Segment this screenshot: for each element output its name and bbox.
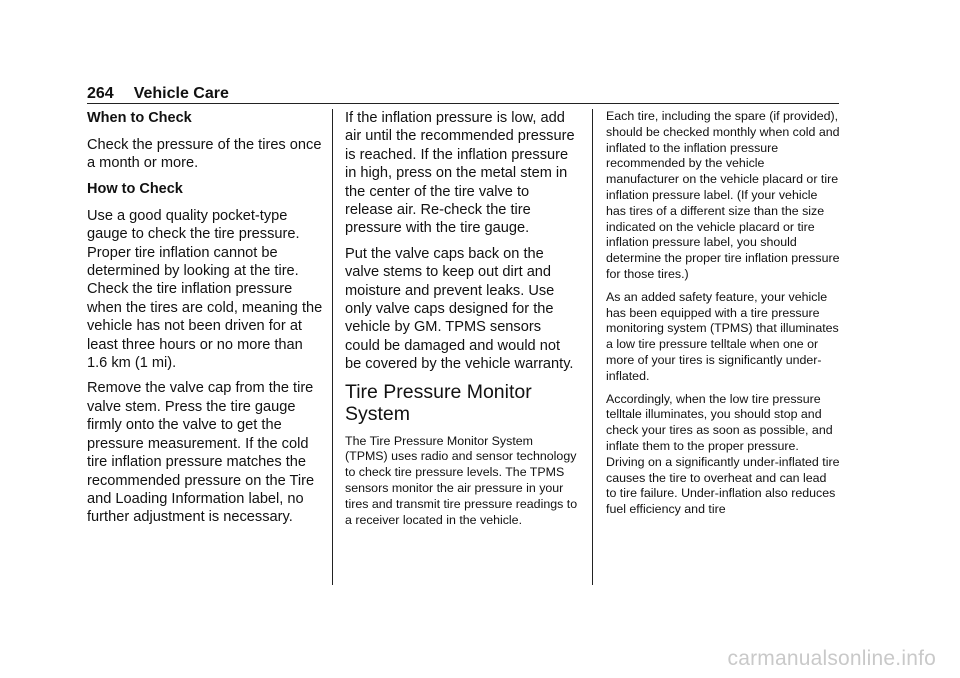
page-number: 264	[87, 85, 114, 102]
when-to-check-paragraph: Check the pressure of the tires once a month or more.	[87, 137, 322, 172]
watermark-text: carmanualsonline.info	[727, 647, 936, 670]
tpms-intro-paragraph: The Tire Pressure Monitor System (TPMS) uses radio and sensor technology to check tire pressure levels. The TPMS sensors monitor the air pressure in your tires and transmit tire pressure readings to a receiver located in the vehicle.	[345, 433, 578, 527]
section-title-header: Vehicle Care	[133, 85, 229, 102]
when-to-check-heading: When to Check	[87, 110, 192, 126]
safety-feature-paragraph: As an added safety feature, your vehicle has been equipped with a tire pressure monitoring system (TPMS) that illuminates a low tire pressure telltale when one or more of your tires is significantly under-inflated.	[606, 289, 839, 383]
low-pressure-paragraph: If the inflation pressure is low, add air until the recommended pressure is reached. If the inflation pressure in high, press on the metal stem in the center of the tire valve to release air. Re-check the tire pressure with the tire gauge.	[345, 110, 575, 237]
how-to-check-heading: How to Check	[87, 180, 183, 197]
column-3	[606, 109, 840, 525]
column-1	[87, 109, 323, 534]
tpms-section-title: Tire Pressure Monitor System	[345, 380, 532, 425]
how-to-check-paragraph: Use a good quality pocket-type gauge to check the tire pressure. Proper tire inflation cannot be determined by looking at the tire. Check the tire inflation pressure when the tires are cold, meaning the vehicle has not been driven for at least three hours or no more than 1.6 km (1 mi).	[87, 207, 323, 372]
page-header	[87, 84, 839, 104]
each-tire-paragraph: Each tire, including the spare (if provided), should be checked monthly when cold and inflated to the inflation pressure recommended by the vehicle manufacturer on the vehicle placard or tire inflation pressure label. (If your vehicle has tires of a different size than the size indicated on the vehicle placard or tire inflation pressure label, you should determine the proper tire inflation pressure for those tires.)	[606, 109, 840, 281]
valve-caps-paragraph: Put the valve caps back on the valve stems to keep out dirt and moisture and prevent leaks. Use only valve caps designed for the vehicle by GM. TPMS sensors could be damaged and would not be covered by the vehicle warranty.	[345, 245, 574, 373]
header-divider	[87, 103, 839, 104]
column-divider-2	[592, 109, 593, 585]
remove-valve-cap-paragraph: Remove the valve cap from the tire valve stem. Press the tire gauge firmly onto the valve to get the pressure measurement. If the cold tire inflation pressure matches the recommended pressure on the Tire and Loading Information label, no further adjustment is necessary.	[87, 380, 315, 526]
column-divider-1	[332, 109, 333, 585]
accordingly-paragraph: Accordingly, when the low tire pressure telltale illuminates, you should stop and check your tires as soon as possible, and inflate them to the proper pressure. Driving on a significantly under-inflated tire causes the tire to overheat and can lead to tire failure. Under-inflation also reduces fuel efficiency and tire	[606, 391, 840, 517]
column-2	[345, 109, 579, 535]
